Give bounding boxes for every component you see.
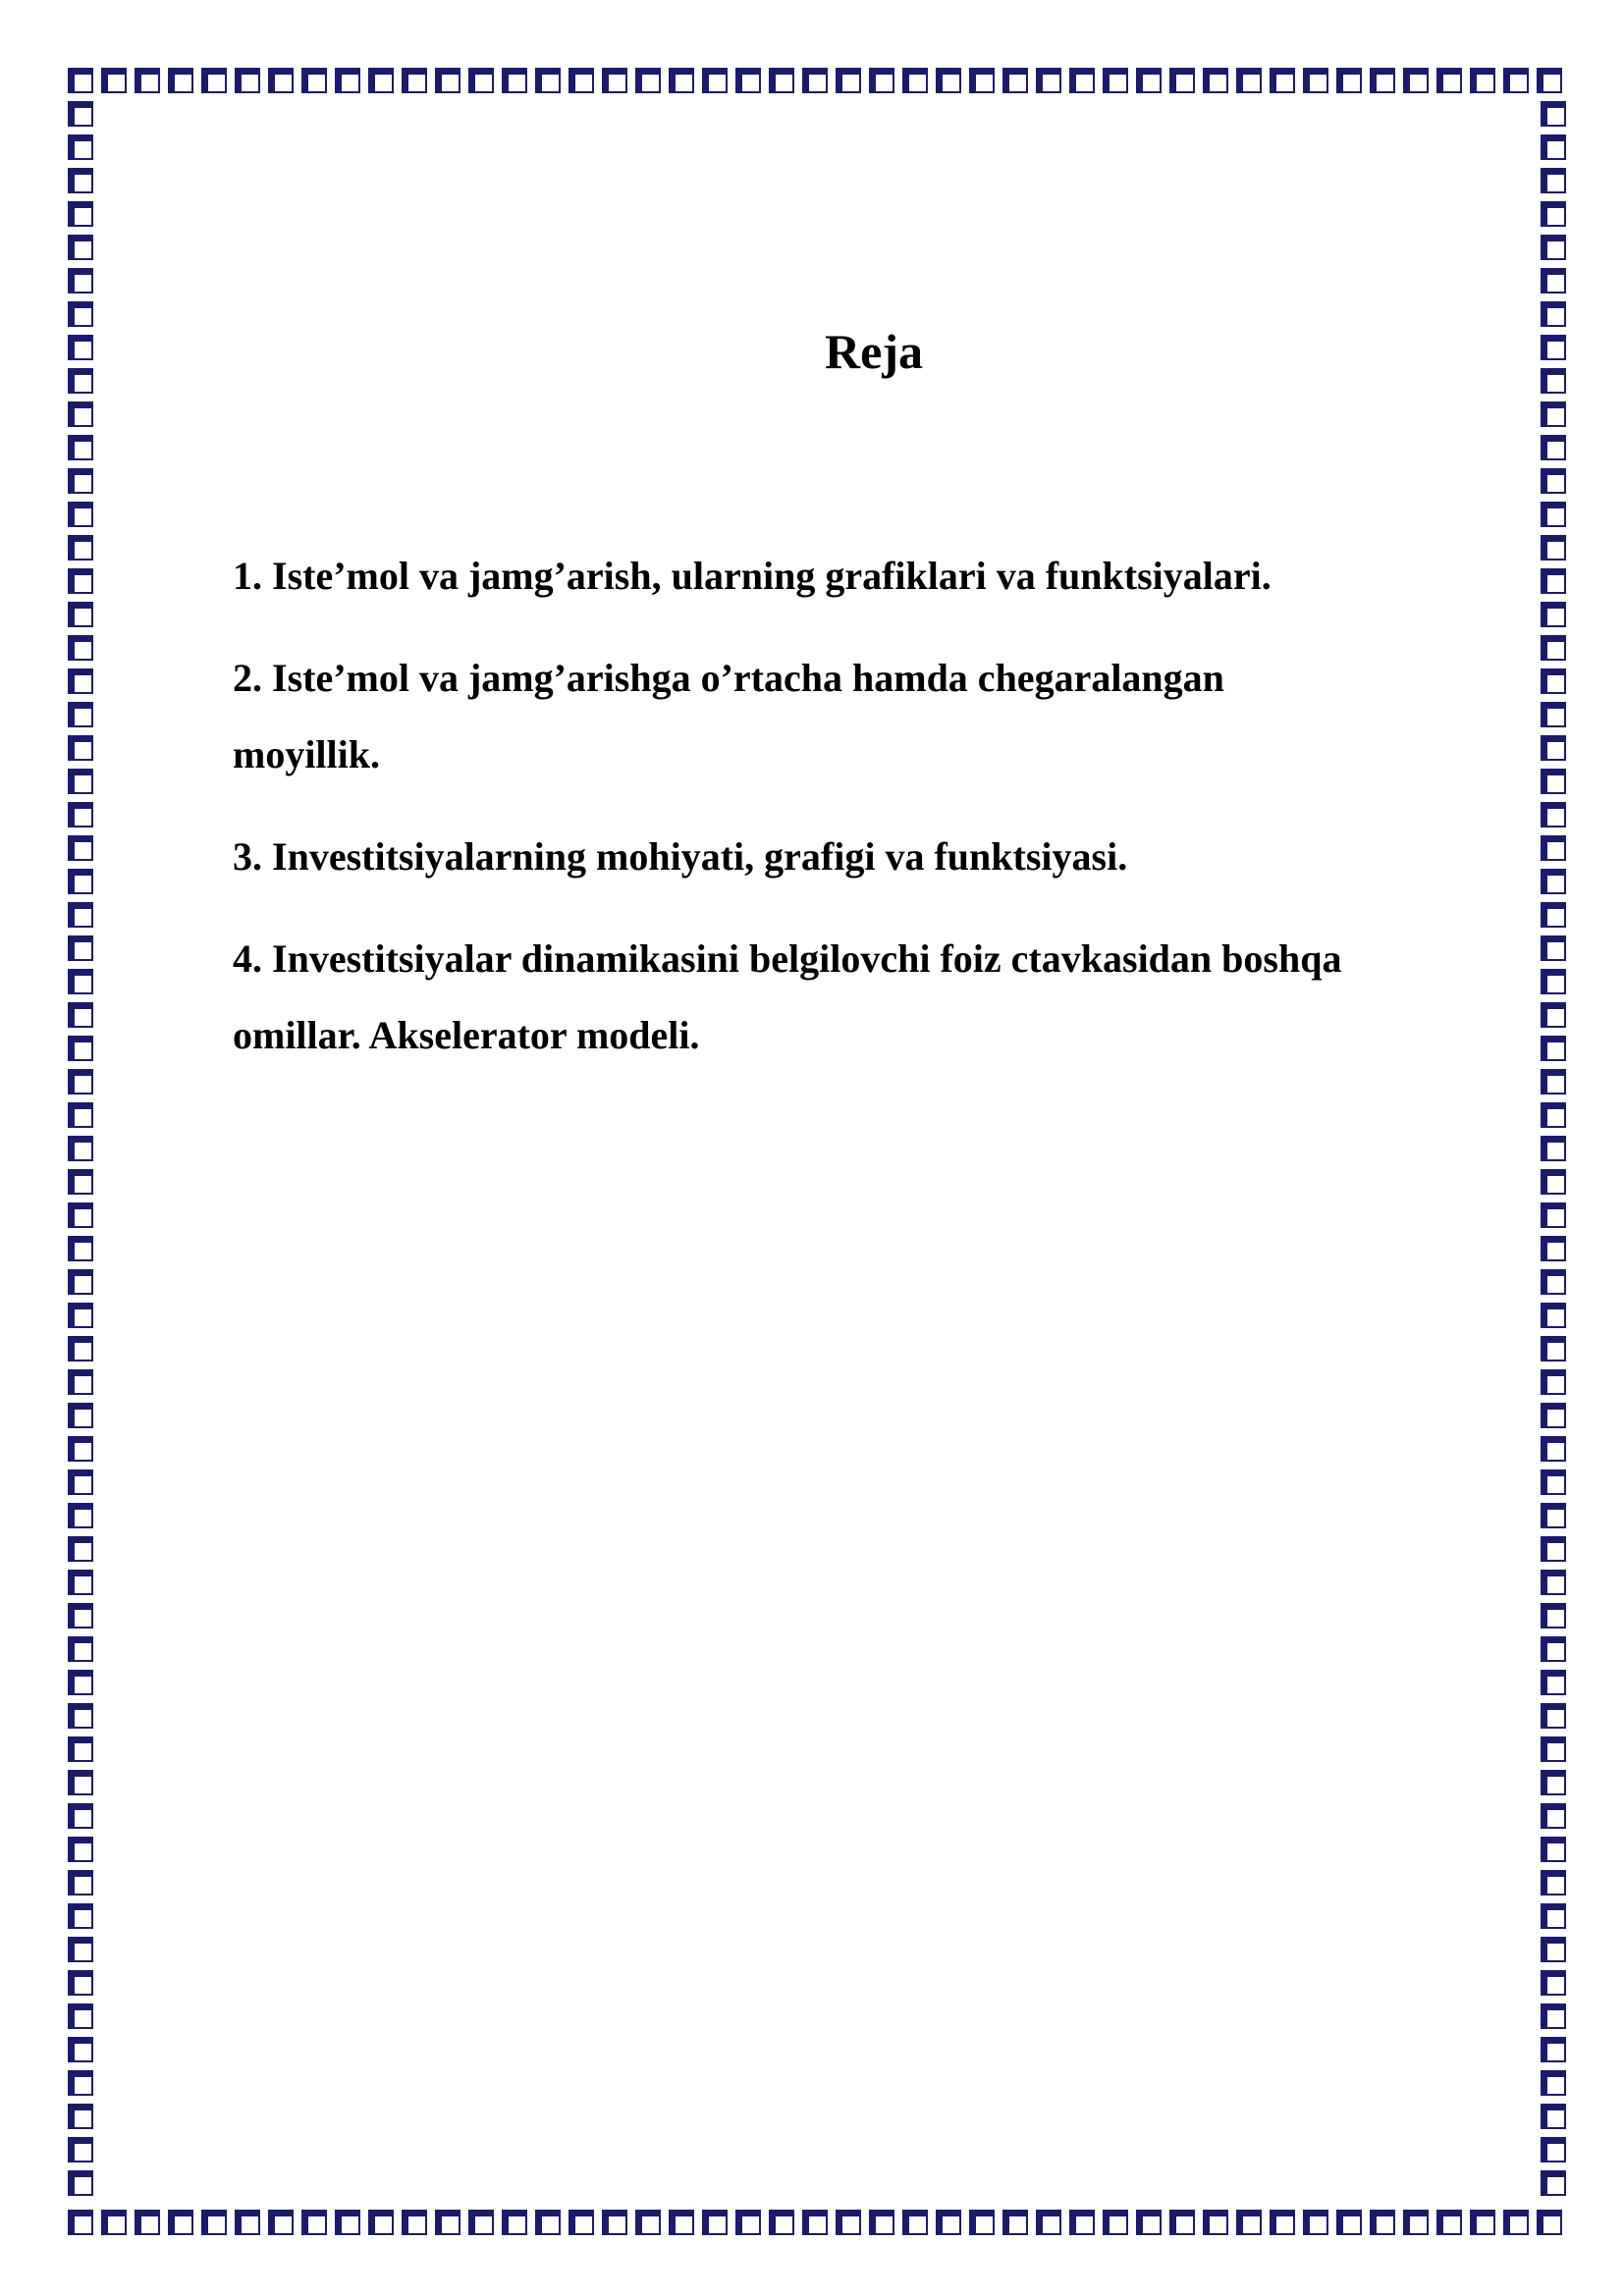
border-tile	[69, 1170, 92, 1194]
border-tile	[69, 836, 92, 860]
border-tile	[1542, 703, 1565, 726]
border-tile	[169, 2211, 192, 2234]
border-tile	[69, 2071, 92, 2095]
border-tile	[970, 69, 994, 92]
border-tile	[1538, 2211, 1561, 2234]
border-tile	[269, 69, 293, 92]
border-tile	[69, 2138, 92, 2162]
border-tile	[1037, 69, 1060, 92]
border-tile	[1542, 1737, 1565, 1761]
border-tile	[1371, 69, 1394, 92]
border-tile	[69, 236, 92, 259]
border-tile	[503, 2211, 526, 2234]
border-tile	[1542, 1871, 1565, 1895]
border-tile	[69, 1070, 92, 1094]
border-tile	[1437, 69, 1461, 92]
border-tile	[202, 69, 226, 92]
border-tile	[1542, 603, 1565, 626]
border-tile	[1542, 803, 1565, 827]
border-tile	[1542, 903, 1565, 927]
border-tile	[69, 1470, 92, 1494]
border-tile	[1542, 436, 1565, 459]
border-tile	[69, 1737, 92, 1761]
border-tile	[69, 69, 92, 92]
border-tile	[1271, 2211, 1294, 2234]
border-tile	[1542, 636, 1565, 660]
border-tile	[1542, 469, 1565, 493]
border-tile	[69, 1137, 92, 1160]
border-tile	[69, 1103, 92, 1127]
border-tile	[1542, 1971, 1565, 1995]
border-tile	[1542, 1270, 1565, 1294]
border-tile	[503, 69, 526, 92]
border-tile	[69, 1771, 92, 1794]
border-tile	[1542, 1470, 1565, 1494]
border-tile	[569, 2211, 593, 2234]
border-tile	[69, 1571, 92, 1594]
border-tile	[69, 1237, 92, 1260]
border-tile	[1542, 135, 1565, 159]
border-tile	[69, 703, 92, 726]
border-tile	[1542, 2038, 1565, 2061]
border-tile	[1542, 1437, 1565, 1461]
border-tile	[770, 69, 793, 92]
border-tile	[69, 1370, 92, 1394]
border-tile	[1542, 102, 1565, 126]
border-tile	[69, 669, 92, 693]
border-tile	[69, 1404, 92, 1427]
border-tile	[469, 69, 493, 92]
border-tile	[870, 2211, 893, 2234]
border-tile	[169, 69, 192, 92]
border-tile	[102, 2211, 126, 2234]
border-tile	[102, 69, 126, 92]
border-tile	[1542, 2171, 1565, 2195]
border-tile	[536, 2211, 560, 2234]
border-tile	[69, 803, 92, 827]
border-tile	[69, 1537, 92, 1561]
border-tile	[1542, 1704, 1565, 1728]
border-tile	[803, 2211, 827, 2234]
border-tile	[69, 1437, 92, 1461]
border-tile	[1037, 2211, 1060, 2234]
border-tile	[1471, 2211, 1494, 2234]
plan-item-4: 4. Investitsiyalar dinamikasini belgilovchi foiz ctavkasidan boshqa omillar. Akselerator modeli.	[233, 936, 1342, 1057]
border-tile	[1304, 69, 1327, 92]
border-tile	[1542, 1203, 1565, 1227]
border-tile	[69, 536, 92, 560]
border-tile	[1003, 2211, 1027, 2234]
border-tile	[1542, 1504, 1565, 1527]
border-tile	[1542, 536, 1565, 560]
border-tile	[69, 1838, 92, 1861]
border-tile	[1538, 69, 1561, 92]
border-tile	[69, 269, 92, 293]
border-tile	[1542, 736, 1565, 760]
border-tile	[736, 69, 760, 92]
border-tile	[1104, 2211, 1127, 2234]
border-tile	[1542, 1137, 1565, 1160]
border-tile	[69, 636, 92, 660]
border-tile	[1542, 269, 1565, 293]
plan-list	[233, 538, 1509, 1099]
border-tile	[1104, 69, 1127, 92]
border-tile	[1542, 2004, 1565, 2028]
border-tile	[703, 69, 727, 92]
border-tile	[569, 69, 593, 92]
border-tile	[369, 69, 393, 92]
border-tile	[937, 2211, 960, 2234]
border-tile	[870, 69, 893, 92]
border-tile	[69, 903, 92, 927]
border-tile	[903, 69, 927, 92]
border-tile	[403, 2211, 426, 2234]
border-tile	[1542, 402, 1565, 426]
border-tile	[1542, 1170, 1565, 1194]
plan-item-2: 2. Iste’mol va jamg’arishga o’rtacha hamda chegaralangan moyillik.	[233, 656, 1224, 776]
border-tile	[69, 736, 92, 760]
border-tile	[1271, 69, 1294, 92]
border-tile	[69, 2211, 92, 2234]
border-tile	[69, 2105, 92, 2128]
border-tile	[603, 2211, 626, 2234]
border-tile	[69, 2004, 92, 2028]
border-tile	[1542, 1938, 1565, 1961]
border-tile	[269, 2211, 293, 2234]
border-tile	[69, 1971, 92, 1995]
border-tile	[236, 2211, 259, 2234]
border-tile	[770, 2211, 793, 2234]
border-tile	[1337, 69, 1361, 92]
border-tile	[1237, 2211, 1261, 2234]
border-tile	[1542, 2138, 1565, 2162]
border-tile	[69, 1671, 92, 1694]
border-tile	[670, 2211, 693, 2234]
border-tile	[69, 1604, 92, 1628]
border-tile	[135, 2211, 159, 2234]
plan-item-1: 1. Iste’mol va jamg’arish, ularning grafiklari va funktsiyalari.	[233, 554, 1272, 598]
border-tile	[1504, 2211, 1528, 2234]
border-tile	[69, 1037, 92, 1060]
border-tile	[1542, 202, 1565, 226]
border-tile	[1404, 69, 1428, 92]
border-tile	[736, 2211, 760, 2234]
border-tile	[1542, 970, 1565, 993]
border-tile	[536, 69, 560, 92]
border-tile	[302, 2211, 326, 2234]
border-tile	[69, 1003, 92, 1027]
border-tile	[69, 1871, 92, 1895]
border-tile	[1542, 1571, 1565, 1594]
border-tile	[1542, 1904, 1565, 1928]
border-tile	[1542, 770, 1565, 793]
border-tile	[69, 1804, 92, 1828]
border-tile	[1542, 1604, 1565, 1628]
border-tile	[69, 569, 92, 593]
border-tile	[1170, 69, 1194, 92]
border-tile	[837, 2211, 860, 2234]
border-tile	[903, 2211, 927, 2234]
border-tile	[69, 402, 92, 426]
border-tile	[1437, 2211, 1461, 2234]
border-tile	[69, 102, 92, 126]
border-tile	[202, 2211, 226, 2234]
border-tile	[1542, 1337, 1565, 1361]
border-tile	[603, 69, 626, 92]
border-tile	[1542, 2105, 1565, 2128]
border-tile	[135, 69, 159, 92]
border-tile	[336, 69, 359, 92]
border-tile	[436, 69, 460, 92]
border-tile	[1542, 1404, 1565, 1427]
plan-item-3: 3. Investitsiyalarning mohiyati, grafigi va funktsiyasi.	[233, 834, 1128, 879]
border-tile	[1542, 836, 1565, 860]
border-tile	[1542, 1838, 1565, 1861]
border-tile	[69, 202, 92, 226]
border-tile	[369, 2211, 393, 2234]
border-tile	[69, 1504, 92, 1527]
border-tile	[1542, 1103, 1565, 1127]
border-tile	[69, 936, 92, 960]
border-tile	[69, 1938, 92, 1961]
border-tile	[1542, 1671, 1565, 1694]
border-tile	[469, 2211, 493, 2234]
border-tile	[69, 2038, 92, 2061]
border-tile	[69, 1637, 92, 1661]
border-tile	[1542, 169, 1565, 192]
border-tile	[1542, 2071, 1565, 2095]
border-tile	[403, 69, 426, 92]
border-tile	[69, 436, 92, 459]
border-tile	[1542, 1771, 1565, 1794]
border-tile	[670, 69, 693, 92]
border-tile	[1542, 236, 1565, 259]
border-tile	[69, 1904, 92, 1928]
border-tile	[1542, 503, 1565, 526]
border-tile	[1137, 2211, 1161, 2234]
border-tile	[1542, 870, 1565, 893]
border-tile	[302, 69, 326, 92]
border-tile	[1204, 2211, 1227, 2234]
border-tile	[970, 2211, 994, 2234]
border-tile	[1070, 69, 1094, 92]
border-tile	[1542, 1537, 1565, 1561]
border-tile	[69, 1203, 92, 1227]
border-tile	[1542, 1637, 1565, 1661]
border-tile	[69, 503, 92, 526]
border-tile	[1371, 2211, 1394, 2234]
border-tile	[1542, 936, 1565, 960]
border-tile	[1337, 2211, 1361, 2234]
border-tile	[1542, 1370, 1565, 1394]
border-tile	[1471, 69, 1494, 92]
border-tile	[436, 2211, 460, 2234]
border-tile	[837, 69, 860, 92]
border-tile	[69, 469, 92, 493]
border-tile	[336, 2211, 359, 2234]
border-tile	[1542, 1304, 1565, 1327]
border-tile	[1070, 2211, 1094, 2234]
border-tile	[636, 69, 660, 92]
border-tile	[69, 135, 92, 159]
border-tile	[1542, 569, 1565, 593]
border-tile	[1304, 2211, 1327, 2234]
border-tile	[69, 1704, 92, 1728]
border-tile	[236, 69, 259, 92]
border-tile	[937, 69, 960, 92]
border-tile	[69, 870, 92, 893]
page-title: Reja	[825, 324, 923, 379]
border-tile	[1542, 1070, 1565, 1094]
border-tile	[1542, 1003, 1565, 1027]
border-tile	[69, 1304, 92, 1327]
border-tile	[1237, 69, 1261, 92]
border-tile	[1137, 69, 1161, 92]
border-tile	[69, 603, 92, 626]
border-tile	[1542, 1804, 1565, 1828]
border-tile	[69, 770, 92, 793]
border-tile	[1542, 1237, 1565, 1260]
border-tile	[69, 970, 92, 993]
border-tile	[1003, 69, 1027, 92]
border-tile	[1404, 2211, 1428, 2234]
border-tile	[1542, 669, 1565, 693]
border-tile	[703, 2211, 727, 2234]
border-tile	[69, 1337, 92, 1361]
border-tile	[1170, 2211, 1194, 2234]
border-tile	[1542, 1037, 1565, 1060]
border-tile	[1504, 69, 1528, 92]
border-tile	[1204, 69, 1227, 92]
border-tile	[803, 69, 827, 92]
border-tile	[69, 1270, 92, 1294]
border-tile	[69, 169, 92, 192]
border-tile	[636, 2211, 660, 2234]
border-tile	[69, 2171, 92, 2195]
